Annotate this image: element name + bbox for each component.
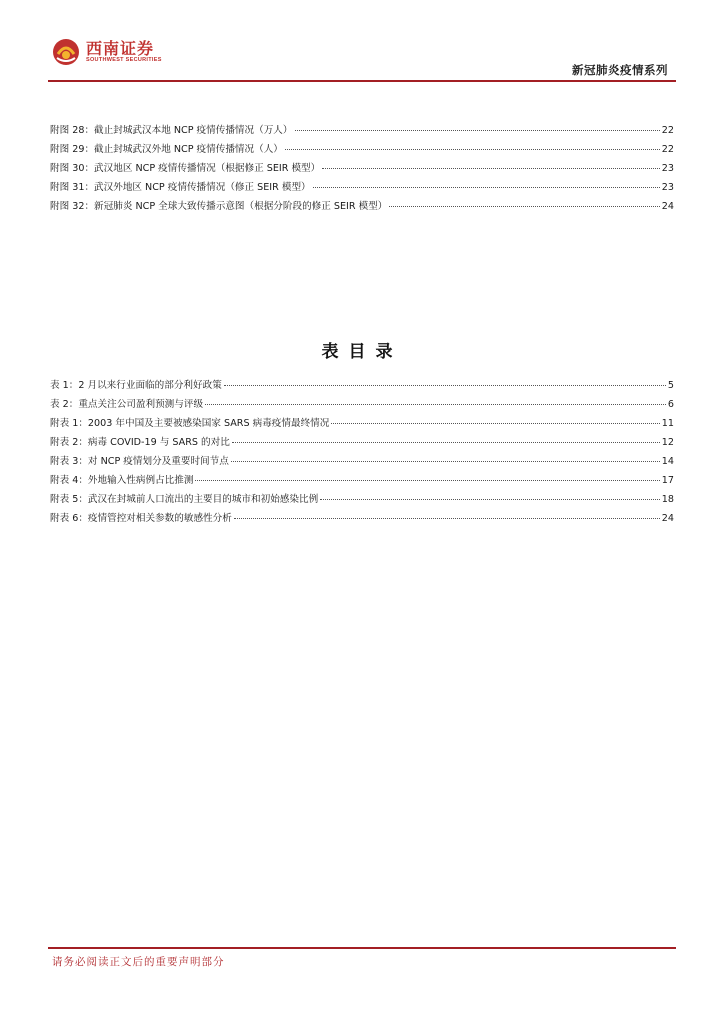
toc-entry-label: 附图 30：武汉地区 NCP 疫情传播情况（根据修正 SEIR 模型） — [50, 163, 321, 174]
figure-list — [50, 122, 674, 217]
toc-entry[interactable] — [50, 510, 674, 529]
toc-entry-page: 11 — [661, 418, 674, 429]
footer-divider — [48, 947, 676, 949]
logo-english-name: SOUTHWEST SECURITIES — [86, 57, 162, 63]
toc-leader-dots — [195, 480, 659, 481]
header-divider — [48, 80, 676, 82]
toc-entry-label: 表 1：2 月以来行业面临的部分利好政策 — [50, 380, 222, 391]
toc-leader-dots — [234, 518, 660, 519]
toc-entry-page: 24 — [661, 513, 674, 524]
logo-chinese-name: 西南证券 — [86, 39, 155, 58]
toc-entry[interactable] — [50, 179, 674, 198]
company-logo — [52, 38, 162, 66]
toc-leader-dots — [313, 187, 660, 188]
toc-entry-page: 23 — [661, 182, 674, 193]
toc-entry-page: 24 — [661, 201, 674, 212]
report-series-title: 新冠肺炎疫情系列 — [572, 63, 668, 77]
toc-entry[interactable] — [50, 160, 674, 179]
toc-entry-page: 22 — [661, 144, 674, 155]
table-list — [50, 377, 674, 529]
toc-entry[interactable] — [50, 198, 674, 217]
toc-entry-label: 附表 6：疫情管控对相关参数的敏感性分析 — [50, 513, 232, 524]
toc-entry-label: 表 2：重点关注公司盈利预测与评级 — [50, 399, 204, 410]
toc-entry-page: 17 — [661, 475, 674, 486]
toc-leader-dots — [285, 149, 660, 150]
toc-entry[interactable] — [50, 472, 674, 491]
toc-entry-label: 附图 28：截止封城武汉本地 NCP 疫情传播情况（万人） — [50, 125, 293, 136]
toc-leader-dots — [231, 461, 660, 462]
toc-leader-dots — [232, 442, 660, 443]
toc-entry-label: 附图 29：截止封城武汉外地 NCP 疫情传播情况（人） — [50, 144, 283, 155]
toc-entry[interactable] — [50, 377, 674, 396]
toc-entry-page: 5 — [667, 380, 674, 391]
logo-mark-icon — [52, 38, 80, 66]
page-header — [0, 0, 724, 82]
toc-entry-page: 18 — [661, 494, 674, 505]
toc-entry-label: 附表 3：对 NCP 疫情划分及重要时间节点 — [50, 456, 229, 467]
toc-entry-label: 附图 32：新冠肺炎 NCP 全球大致传播示意图（根据分阶段的修正 SEIR 模型） — [50, 201, 388, 212]
toc-entry-page: 6 — [667, 399, 674, 410]
toc-leader-dots — [205, 404, 666, 405]
toc-leader-dots — [224, 385, 666, 386]
toc-entry-page: 23 — [661, 163, 674, 174]
toc-leader-dots — [331, 423, 659, 424]
toc-entry-page: 12 — [661, 437, 674, 448]
toc-leader-dots — [322, 168, 660, 169]
toc-entry-label: 附表 5：武汉在封城前人口流出的主要目的城市和初始感染比例 — [50, 494, 319, 505]
toc-entry-label: 附图 31：武汉外地区 NCP 疫情传播情况（修正 SEIR 模型） — [50, 182, 311, 193]
toc-entry[interactable] — [50, 434, 674, 453]
toc-entry[interactable] — [50, 122, 674, 141]
toc-entry[interactable] — [50, 141, 674, 160]
toc-leader-dots — [295, 130, 660, 131]
toc-entry-page: 22 — [661, 125, 674, 136]
toc-entry-label: 附表 4：外地输入性病例占比推测 — [50, 475, 194, 486]
toc-entry-label: 附表 1：2003 年中国及主要被感染国家 SARS 病毒疫情最终情况 — [50, 418, 330, 429]
toc-entry[interactable] — [50, 396, 674, 415]
toc-entry[interactable] — [50, 491, 674, 510]
toc-leader-dots — [389, 206, 659, 207]
toc-entry[interactable] — [50, 453, 674, 472]
toc-leader-dots — [320, 499, 660, 500]
disclaimer-note: 请务必阅读正文后的重要声明部分 — [52, 956, 225, 968]
toc-entry-page: 14 — [661, 456, 674, 467]
toc-entry-label: 附表 2：病毒 COVID-19 与 SARS 的对比 — [50, 437, 230, 448]
tables-section-title: 表目录 — [321, 342, 403, 362]
toc-entry[interactable] — [50, 415, 674, 434]
